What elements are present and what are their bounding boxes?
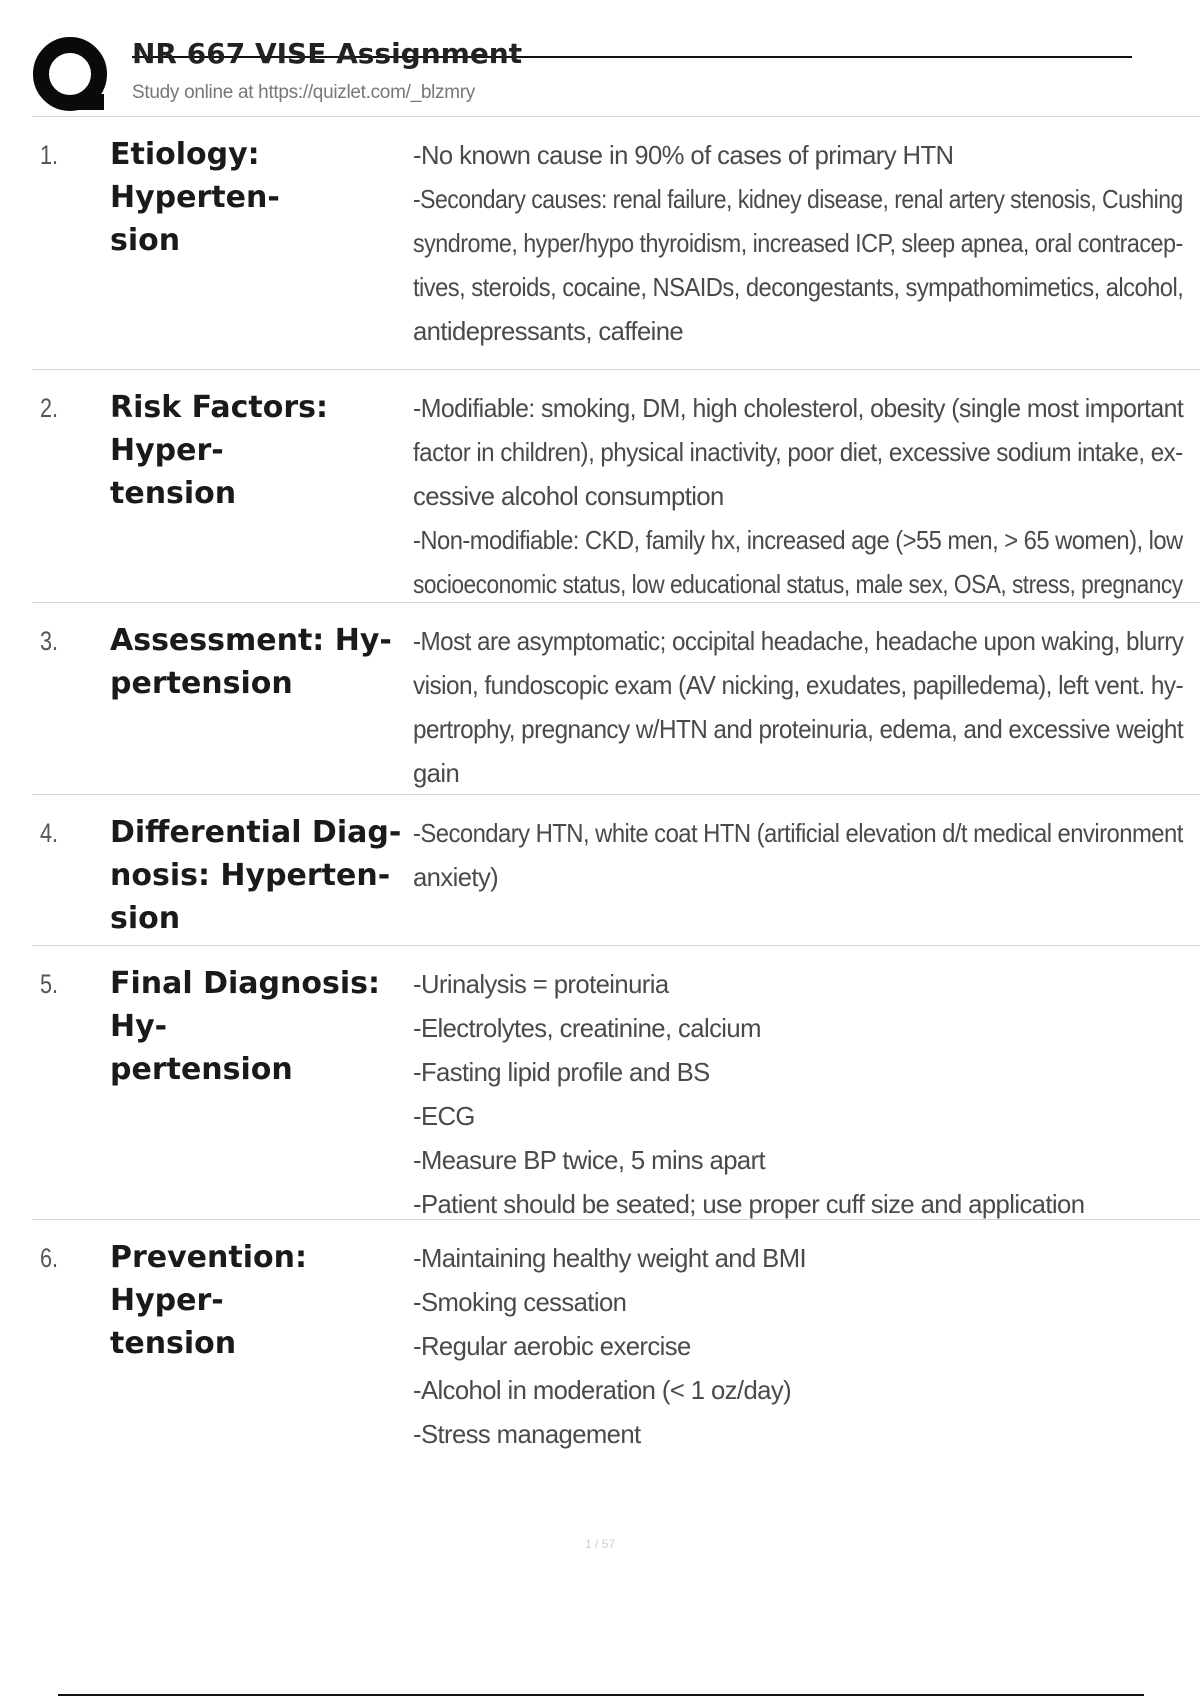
flashcard-row — [32, 795, 1200, 946]
card-number: 1. — [40, 140, 59, 170]
card-term: Differential Diag- nosis: Hyperten- sion — [110, 815, 402, 936]
definition-line: socioeconomic status, low educational status, male sex, OSA, stress, pregnancy — [413, 569, 1183, 599]
card-number: 2. — [40, 393, 59, 423]
definition-line: -Regular aerobic exercise — [413, 1331, 691, 1361]
definition-line: gain — [413, 758, 460, 788]
footer-divider — [58, 1694, 1144, 1696]
definition-line: -Non-modifiable: CKD, family hx, increased age (>55 men, > 65 women), low — [413, 525, 1183, 555]
definition-line: -Most are asymptomatic; occipital headache, headache upon waking, blurry — [413, 626, 1184, 656]
page-title: NR 667 VISE Assignment — [132, 37, 523, 70]
card-term: Final Diagnosis: Hy- pertension — [110, 966, 380, 1087]
card-number: 6. — [40, 1243, 59, 1273]
definition-line: -Secondary HTN, white coat HTN (artificial elevation d/t medical environment — [413, 818, 1183, 848]
definition-line: -Stress management — [413, 1419, 641, 1449]
definition-line: -Patient should be seated; use proper cuff size and application — [413, 1189, 1085, 1219]
card-definition — [413, 133, 1193, 353]
card-definition — [413, 962, 1193, 1226]
card-definition — [413, 1236, 1193, 1456]
definition-line: -Alcohol in moderation (< 1 oz/day) — [413, 1375, 792, 1405]
flashcard-row — [32, 1220, 1200, 1470]
card-definition — [413, 386, 1193, 606]
definition-line: -Secondary causes: renal failure, kidney disease, renal artery stenosis, Cushing — [413, 184, 1183, 214]
card-number: 4. — [40, 818, 59, 848]
study-online-link[interactable]: Study online at https://quizlet.com/_blzmry — [132, 82, 475, 103]
definition-line: -Maintaining healthy weight and BMI — [413, 1243, 807, 1273]
definition-line: -Electrolytes, creatinine, calcium — [413, 1013, 761, 1043]
flashcard-row — [32, 370, 1200, 603]
definition-line: -Modifiable: smoking, DM, high cholesterol, obesity (single most important — [413, 393, 1184, 423]
definition-line: syndrome, hyper/hypo thyroidism, increased ICP, sleep apnea, oral contracep- — [413, 228, 1183, 258]
definition-line: pertrophy, pregnancy w/HTN and proteinuria, edema, and excessive weight — [413, 714, 1184, 744]
card-definition — [413, 619, 1193, 795]
definition-line: -Urinalysis = proteinuria — [413, 969, 669, 999]
definition-line: -Smoking cessation — [413, 1287, 627, 1317]
definition-line: -ECG — [413, 1101, 475, 1131]
card-term: Risk Factors: Hyper- tension — [110, 390, 328, 511]
quizlet-logo-icon — [32, 36, 112, 116]
definition-line: anxiety) — [413, 862, 499, 892]
definition-line: antidepressants, caffeine — [413, 316, 684, 346]
page-number: 1 / 57 — [584, 1537, 616, 1551]
card-number: 5. — [40, 969, 59, 999]
card-term: Prevention: Hyper- tension — [110, 1240, 307, 1361]
definition-line: -Measure BP twice, 5 mins apart — [413, 1145, 766, 1175]
definition-line: vision, fundoscopic exam (AV nicking, exudates, papilledema), left vent. hy- — [413, 670, 1184, 700]
flashcard-row — [32, 117, 1200, 370]
card-definition — [413, 811, 1193, 899]
page-header — [32, 36, 1142, 116]
definition-line: -Fasting lipid profile and BS — [413, 1057, 710, 1087]
flashcard-list — [32, 117, 1200, 1470]
card-number: 3. — [40, 626, 59, 656]
definition-line: cessive alcohol consumption — [413, 481, 724, 511]
card-term: Etiology: Hyperten- sion — [110, 137, 280, 258]
definition-line: tives, steroids, cocaine, NSAIDs, decongestants, sympathomimetics, alcohol, — [413, 272, 1184, 302]
flashcard-row — [32, 603, 1200, 795]
definition-line: factor in children), physical inactivity, poor diet, excessive sodium intake, ex- — [413, 437, 1183, 467]
card-term: Assessment: Hy- pertension — [110, 623, 392, 701]
definition-line: -No known cause in 90% of cases of primary HTN — [413, 140, 954, 170]
flashcard-row — [32, 946, 1200, 1220]
